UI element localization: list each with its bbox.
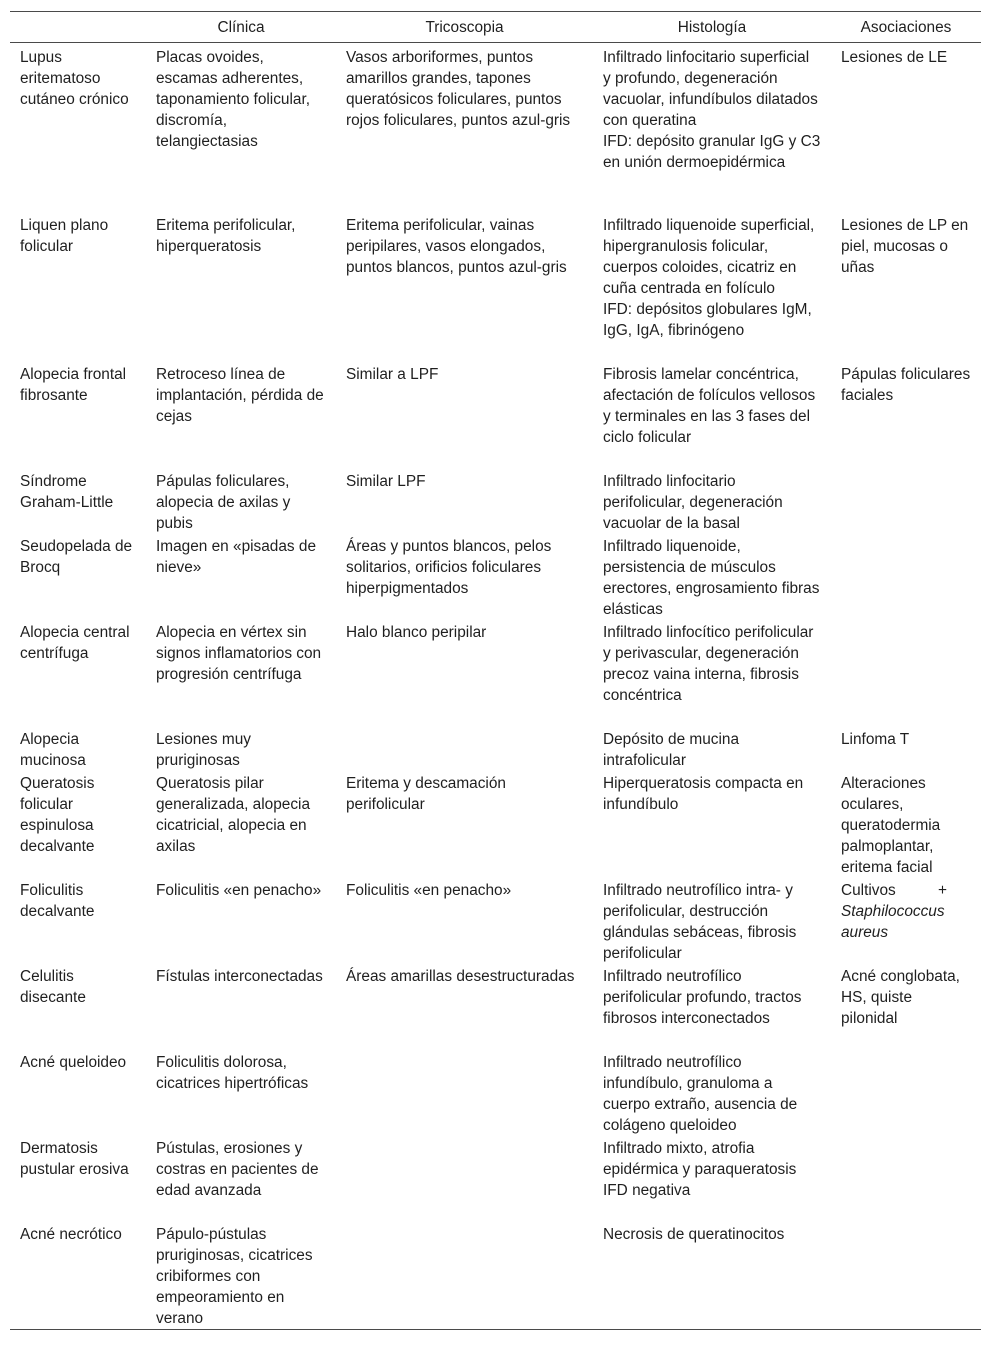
- histologia-cell: [593, 534, 831, 620]
- disease-text: Síndrome Graham-Little: [20, 472, 114, 511]
- asociaciones-cell: [831, 1222, 981, 1330]
- tricoscopia-text: Vasos arboriformes, puntos amarillos grandes, tapones queratósicos foliculares, puntos rojos foliculares, puntos azul-gris: [346, 49, 571, 129]
- asociaciones-text: Lesiones de LP en piel, mucosas o uñas: [841, 216, 969, 276]
- clinica-cell: [146, 1222, 336, 1330]
- disease-cell: [10, 213, 146, 362]
- histologia-ifd-text: IFD: depósito granular IgG y C3 en unión dermoepidérmica: [603, 133, 821, 171]
- table-row: [10, 727, 981, 771]
- histologia-cell: [593, 1222, 831, 1330]
- tricoscopia-cell: [336, 878, 593, 964]
- histologia-ifd-text: IFD negativa: [603, 1181, 691, 1199]
- table-row: [10, 878, 981, 964]
- tricoscopia-text: Similar LPF: [346, 472, 426, 490]
- clinica-text: Alopecia en vértex sin signos inflamatorios con progresión centrífuga: [156, 623, 322, 683]
- histologia-text: Infiltrado neutrofílico infundíbulo, granuloma a cuerpo extraño, ausencia de colágeno queloideo: [603, 1053, 798, 1134]
- tricoscopia-cell: [336, 1050, 593, 1136]
- clinica-cell: [146, 964, 336, 1050]
- table-row: [10, 964, 981, 1050]
- disease-text: Alopecia mucinosa: [20, 730, 86, 769]
- asociaciones-text: Alteraciones oculares, queratodermia palmoplantar, eritema facial: [841, 774, 941, 876]
- clinica-text: Retroceso línea de implantación, pérdida de cejas: [156, 365, 324, 425]
- disease-text: Dermatosis pustular erosiva: [20, 1139, 129, 1178]
- histologia-cell: [593, 771, 831, 878]
- table-row: [10, 469, 981, 534]
- clinica-cell: [146, 1136, 336, 1222]
- tricoscopia-text: Halo blanco peripilar: [346, 623, 487, 641]
- alopecia-comparison-table: [10, 11, 981, 1330]
- clinica-text: Pápulas foliculares, alopecia de axilas y pubis: [156, 472, 291, 532]
- clinica-cell: [146, 771, 336, 878]
- tricoscopia-cell: [336, 620, 593, 727]
- tricoscopia-text: Eritema y descamación perifolicular: [346, 774, 506, 813]
- asociaciones-text: Acné conglobata, HS, quiste pilonidal: [841, 967, 960, 1027]
- clinica-cell: [146, 43, 336, 213]
- clinica-text: Queratosis pilar generalizada, alopecia cicatricial, alopecia en axilas: [156, 774, 311, 855]
- disease-cell: [10, 469, 146, 534]
- histologia-cell: [593, 878, 831, 964]
- tricoscopia-cell: [336, 964, 593, 1050]
- header-asociaciones: Asociaciones: [860, 18, 952, 36]
- tricoscopia-cell: [336, 534, 593, 620]
- histologia-text: Infiltrado mixto, atrofia epidérmica y paraqueratosis: [603, 1139, 797, 1178]
- histologia-ifd-text: IFD: depósitos globulares IgM, IgG, IgA, fibrinógeno: [603, 300, 812, 339]
- disease-text: Lupus eritematoso cutáneo crónico: [20, 49, 129, 108]
- tricoscopia-cell: [336, 469, 593, 534]
- tricoscopia-text: Áreas amarillas desestructuradas: [346, 967, 575, 985]
- disease-text: Alopecia frontal fibrosante: [20, 365, 127, 404]
- histologia-text: Infiltrado liquenoide superficial, hipergranulosis folicular, cuerpos coloides, cicatriz en cuña centrada en folículo: [603, 216, 815, 297]
- clinica-cell: [146, 878, 336, 964]
- clinica-text: Foliculitis dolorosa, cicatrices hipertróficas: [156, 1053, 309, 1092]
- asociaciones-cell: [831, 1136, 981, 1222]
- disease-text: Acné necrótico: [20, 1225, 122, 1243]
- asociaciones-cell: [831, 213, 981, 362]
- table-header: [10, 12, 981, 43]
- clinica-text: Eritema perifolicular, hiperqueratosis: [156, 216, 296, 255]
- tricoscopia-cell: [336, 1136, 593, 1222]
- disease-text: Alopecia central centrífuga: [20, 623, 130, 662]
- clinica-cell: [146, 727, 336, 771]
- tricoscopia-cell: [336, 213, 593, 362]
- disease-cell: [10, 43, 146, 213]
- clinica-text: Pápulo-pústulas pruriginosas, cicatrices cribiformes con empeoramiento en verano: [156, 1225, 313, 1327]
- tricoscopia-cell: [336, 362, 593, 469]
- clinica-text: Fístulas interconectadas: [156, 967, 323, 985]
- asociaciones-plus: +: [938, 881, 947, 899]
- asociaciones-split-line: [841, 880, 971, 901]
- tricoscopia-cell: [336, 771, 593, 878]
- histologia-cell: [593, 469, 831, 534]
- table-row: [10, 1050, 981, 1136]
- table-row: [10, 213, 981, 362]
- disease-cell: [10, 1222, 146, 1330]
- histologia-text: Infiltrado linfocitario perifolicular, degeneración vacuolar de la basal: [603, 472, 783, 532]
- clinica-text: Imagen en «pisadas de nieve»: [156, 537, 317, 576]
- tricoscopia-cell: [336, 1222, 593, 1330]
- histologia-cell: [593, 43, 831, 213]
- header-histologia: Histología: [677, 18, 747, 36]
- disease-cell: [10, 620, 146, 727]
- clinica-text: Pústulas, erosiones y costras en pacientes de edad avanzada: [156, 1139, 319, 1199]
- clinica-text: Lesiones muy pruriginosas: [156, 730, 251, 769]
- histologia-cell: [593, 362, 831, 469]
- table-row: [10, 771, 981, 878]
- asociaciones-cell: [831, 43, 981, 213]
- asociaciones-cell: [831, 727, 981, 771]
- histologia-text: Infiltrado linfocitario superficial y profundo, degeneración vacuolar, infundíbulos dilatados con queratina: [603, 49, 818, 129]
- histologia-text: Infiltrado neutrofílico intra- y perifolicular, destrucción glándulas sebáceas, fibrosis perifolicular: [603, 881, 797, 962]
- header-tricoscopia: Tricoscopia: [425, 18, 504, 36]
- disease-cell: [10, 964, 146, 1050]
- histologia-text: Infiltrado neutrofílico perifolicular profundo, tractos fibrosos interconectados: [603, 967, 802, 1027]
- header-row: [10, 12, 981, 43]
- clinica-cell: [146, 620, 336, 727]
- clinica-cell: [146, 213, 336, 362]
- histologia-cell: [593, 1050, 831, 1136]
- asociaciones-cell: [831, 1050, 981, 1136]
- clinica-cell: [146, 362, 336, 469]
- asociaciones-cell: [831, 362, 981, 469]
- disease-text: Acné queloideo: [20, 1053, 127, 1071]
- asociaciones-cell: [831, 534, 981, 620]
- table-row: [10, 43, 981, 213]
- histologia-text: Infiltrado linfocítico perifolicular y perivascular, degeneración precoz vaina interna, fibrosis concéntrica: [603, 623, 814, 704]
- clinica-cell: [146, 1050, 336, 1136]
- disease-cell: [10, 878, 146, 964]
- asociaciones-cell: [831, 771, 981, 878]
- disease-cell: [10, 1136, 146, 1222]
- tricoscopia-cell: [336, 727, 593, 771]
- disease-cell: [10, 727, 146, 771]
- histologia-cell: [593, 964, 831, 1050]
- header-disease: [10, 12, 146, 43]
- histologia-text: Hiperqueratosis compacta en infundíbulo: [603, 774, 804, 813]
- histologia-cell: [593, 1136, 831, 1222]
- histologia-cell: [593, 727, 831, 771]
- histologia-text: Infiltrado liquenoide, persistencia de músculos erectores, engrosamiento fibras elásticas: [603, 537, 820, 618]
- table-body: [10, 43, 981, 1330]
- disease-cell: [10, 771, 146, 878]
- disease-text: Foliculitis decalvante: [20, 881, 95, 920]
- table-row: [10, 1136, 981, 1222]
- clinica-text: Placas ovoides, escamas adherentes, taponamiento folicular, discromía, telangiectasias: [156, 49, 311, 150]
- table-row: [10, 362, 981, 469]
- header-clinica: Clínica: [217, 18, 265, 36]
- disease-cell: [10, 1050, 146, 1136]
- asociaciones-cell: [831, 469, 981, 534]
- asociaciones-cell: [831, 964, 981, 1050]
- disease-text: Queratosis folicular espinulosa decalvante: [20, 774, 95, 855]
- disease-text: Liquen plano folicular: [20, 216, 109, 255]
- histologia-text: Necrosis de queratinocitos: [603, 1225, 785, 1243]
- asociaciones-text: Lesiones de LE: [841, 49, 948, 66]
- table-row: [10, 1222, 981, 1330]
- clinica-text: Foliculitis «en penacho»: [156, 881, 322, 899]
- disease-text: Celulitis disecante: [20, 967, 86, 1006]
- tricoscopia-text: Áreas y puntos blancos, pelos solitarios, orificios foliculares hiperpigmentados: [346, 537, 552, 597]
- clinica-cell: [146, 534, 336, 620]
- histologia-cell: [593, 213, 831, 362]
- disease-text: Seudopelada de Brocq: [20, 537, 133, 576]
- disease-cell: [10, 362, 146, 469]
- clinica-cell: [146, 469, 336, 534]
- asociaciones-cell: [831, 620, 981, 727]
- asociaciones-text: Linfoma T: [841, 730, 910, 748]
- table-row: [10, 534, 981, 620]
- tricoscopia-text: Eritema perifolicular, vainas peripilares, vasos elongados, puntos blancos, puntos azul-gris: [346, 216, 567, 276]
- tricoscopia-text: Foliculitis «en penacho»: [346, 881, 512, 899]
- histologia-cell: [593, 620, 831, 727]
- histologia-text: Depósito de mucina intrafolicular: [603, 730, 740, 769]
- histologia-text: Fibrosis lamelar concéntrica, afectación de folículos vellosos y terminales en las 3 fases del ciclo folicular: [603, 365, 816, 446]
- asociaciones-text-a: Cultivos: [841, 881, 896, 899]
- asociaciones-organism: Staphilococcus aureus: [841, 902, 945, 941]
- disease-cell: [10, 534, 146, 620]
- tricoscopia-text: Similar a LPF: [346, 365, 439, 383]
- asociaciones-text: Pápulas foliculares faciales: [841, 365, 971, 404]
- tricoscopia-cell: [336, 43, 593, 213]
- table-row: [10, 620, 981, 727]
- asociaciones-cell: [831, 878, 981, 964]
